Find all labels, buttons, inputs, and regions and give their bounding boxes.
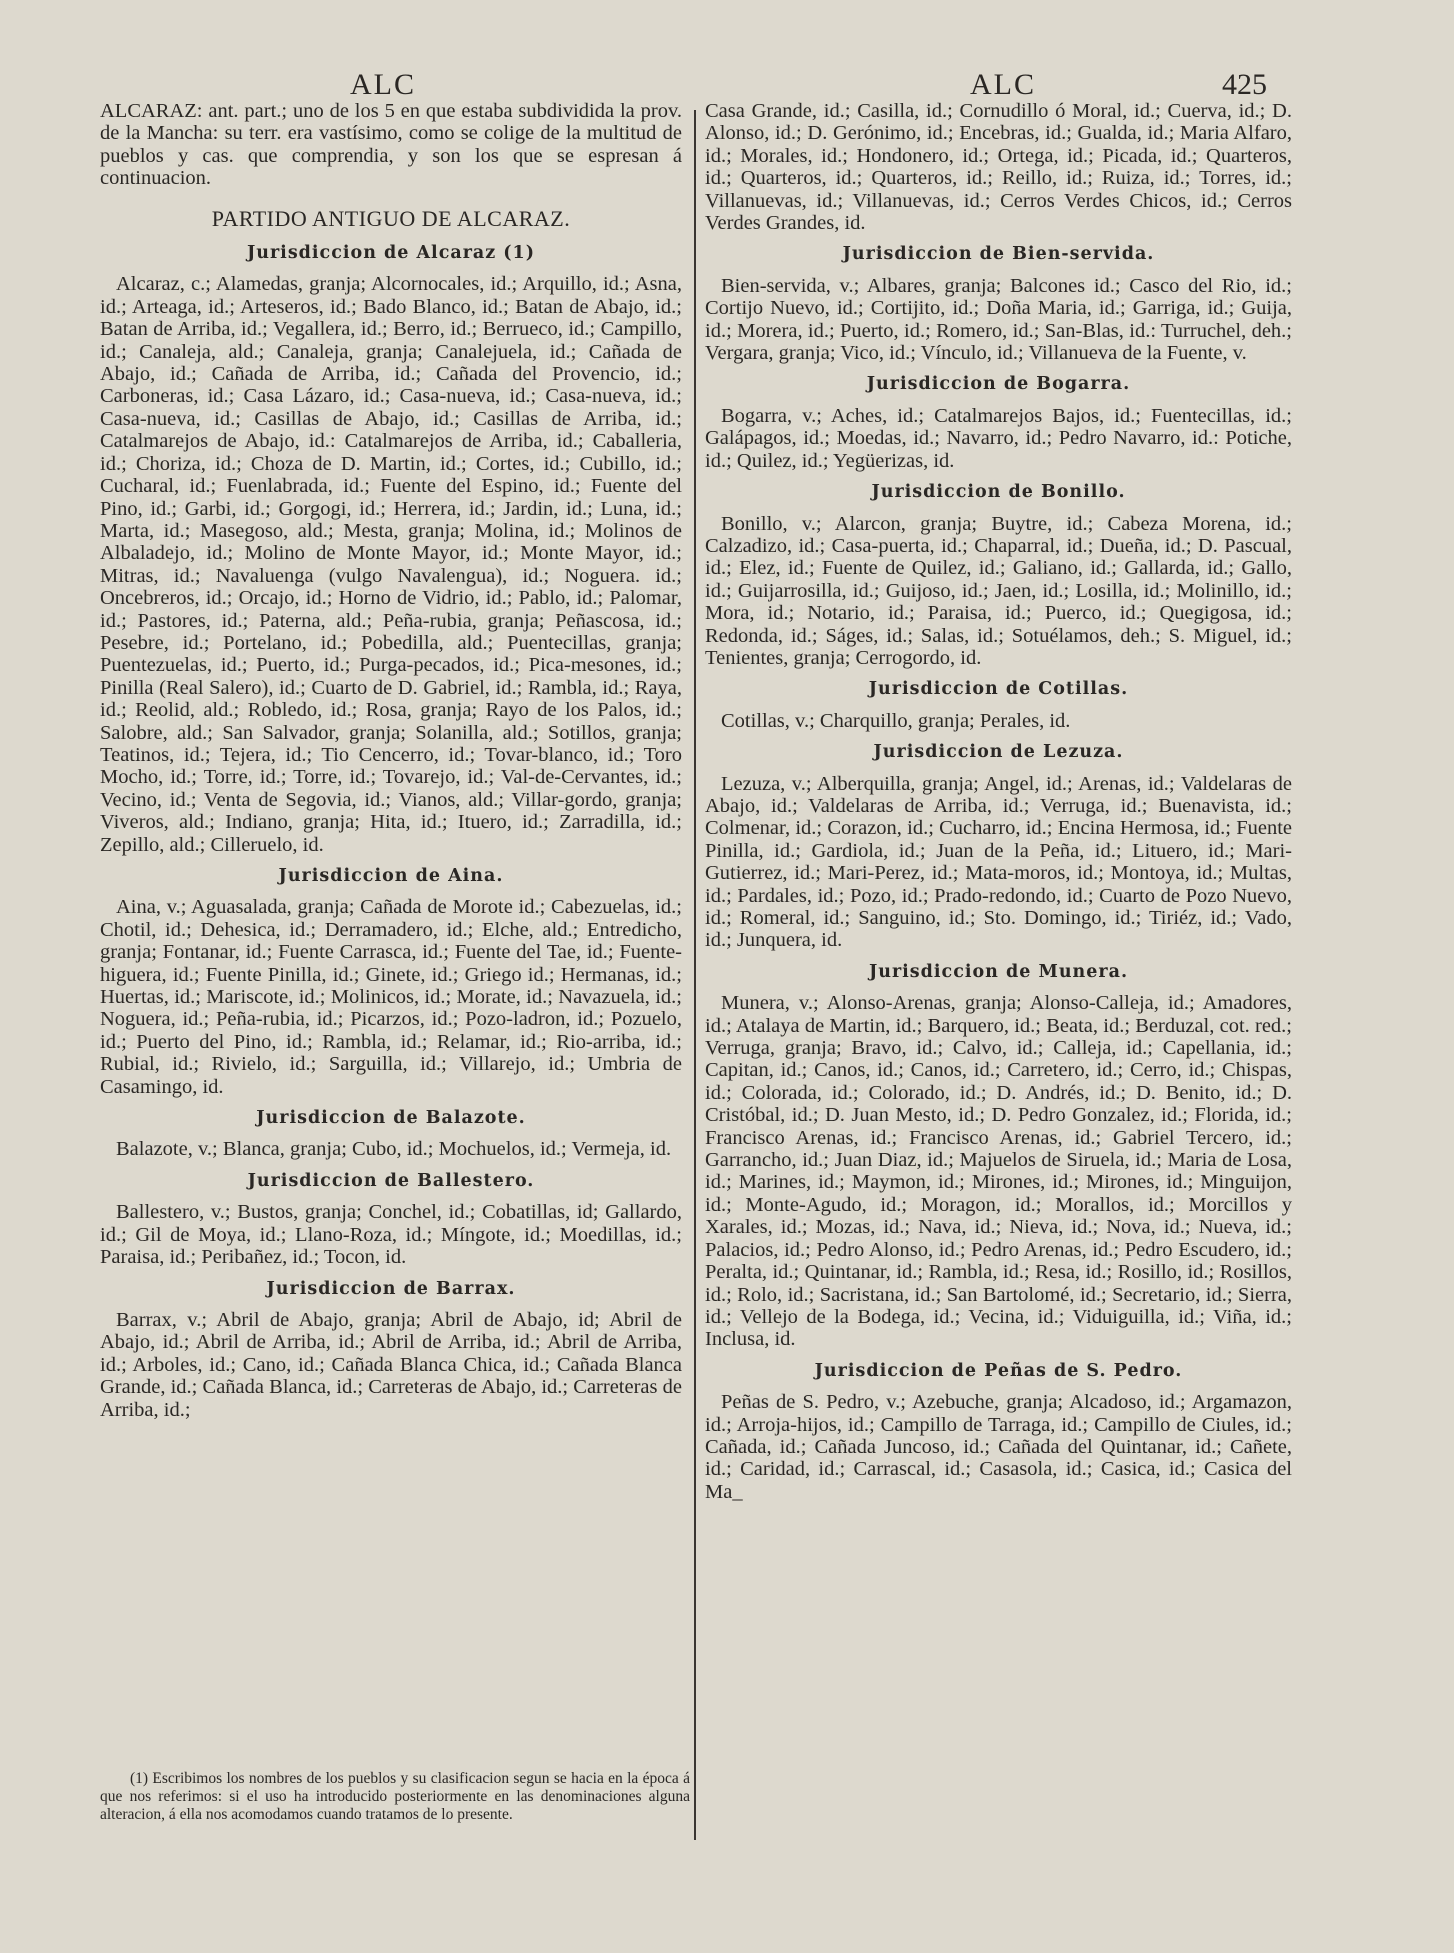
jurisdiction-text: Balazote, v.; Blanca, granja; Cubo, id.; Mochuelos, id.; Vermeja, id.: [116, 1138, 672, 1161]
right-column: [705, 100, 1292, 1511]
jurisdiction-text: Cotillas, v.; Charquillo, granja; Perales, id.: [721, 709, 1071, 732]
jurisdiction-heading: Jurisdiccion de Bonillo.: [871, 482, 1126, 503]
jurisdiction-heading: Jurisdiccion de Barrax.: [266, 1278, 516, 1299]
jurisdiction-heading: Jurisdiccion de Bogarra.: [866, 374, 1131, 395]
jurisdiction-text: Bonillo, v.; Alarcon, granja; Buytre, id.; Cabeza Morena, id.; Calzadizo, id.; Casa-puerta, id.; Chaparral, id.; Dueña, id.; D. Pascual, id.; Elez, id.; Fuente de Quilez, id.; Galiano, id.; Gallarda, id.; Gallo, id.; Guijarrosilla, id.; Guijoso, id.; Jaen, id.; Losilla, id.; Molinillo, id.; Mora, id.; Notario, id.; Paraisa, id.; Puerco, id.; Quegigosa, id.; Redonda, id.; Ságes, id.; Salas, id.; Sotuélamos, deh.; S. Miguel, id.; Tenientes, granja; Cerrogordo, id.: [705, 512, 1292, 669]
jurisdiction-heading: Jurisdiccion de Bien-servida.: [842, 244, 1155, 265]
jurisdiction-heading: Jurisdiccion de Aina.: [278, 866, 504, 886]
left-running-head: ALC: [350, 68, 416, 101]
continuation-paragraph: Casa Grande, id.; Casilla, id.; Cornudillo ó Moral, id.; Cuerva, id.; D. Alonso, id.; D. Gerónimo, id.; Encebras, id.; Gualda, id.; Maria Alfaro, id.; Morales, id.; Hondonero, id.; Ortega, id.; Picada, id.; Quarteros, id.; Quarteros, id.; Quarteros, id.; Reillo, id.; Ruiza, id.; Torres, id.; Villanuevas, id.; Villanuevas, id.; Cerros Verdes Chicos, id.; Cerros Verdes Grandes, id.: [705, 100, 1292, 235]
jurisdiction-heading: Jurisdiccion de Lezuza.: [873, 742, 1124, 763]
right-running-head: ALC: [970, 68, 1036, 101]
jurisdiction-heading: Jurisdiccion de Munera.: [868, 961, 1129, 982]
column-divider: [694, 110, 696, 1840]
jurisdiction-text: Bien-servida, v.; Albares, granja; Balcones id.; Casco del Rio, id.; Cortijo Nuevo, id.; Cortijito, id.; Doña Maria, id.; Garriga, id.; Guija, id.; Morera, id.; Puerto, id.; Romero, id.; San-Blas, id.: Turruchel, deh.; Vergara, granja; Vico, id.; Vínculo, id.; Villanueva de la Fuente, v.: [705, 274, 1292, 365]
page-number: 425: [1222, 68, 1267, 101]
jurisdiction-text: Bogarra, v.; Aches, id.; Catalmarejos Bajos, id.; Fuentecillas, id.; Galápagos, id.; Moedas, id.; Navarro, id.; Pedro Navarro, id.: Potiche, id.; Quilez, id.; Yegüerizas, id.: [705, 404, 1292, 472]
jurisdiction-text: Alcaraz, c.; Alamedas, granja; Alcornocales, id.; Arquillo, id.; Asna, id.; Arteaga, id.; Arteseros, id.; Bado Blanco, id.; Batan de Abajo, id.; Batan de Arriba, id.; Vegallera, id.; Berro, id.; Berrueco, id.; Campillo, id.; Canaleja, ald.; Canaleja, granja; Canalejuela, id.; Cañada de Abajo, id.; Cañada de Arriba, id.; Cañada del Provencio, id.; Carboneras, id.; Casa Lázaro, id.; Casa-nueva, id.; Casa-nueva, id.; Casa-nueva, id.; Casillas de Abajo, id.; Casillas de Arriba, id.; Catalmarejos de Abajo, id.: Catalmarejos de Arriba, id.; Caballeria, id.; Choriza, id.; Choza de D. Martin, id.; Cortes, id.; Cubillo, id.; Cucharal, id.; Fuenlabrada, id.; Fuente del Espino, id.; Fuente del Pino, id.; Garbi, id.; Gorgogi, id.; Herrera, id.; Jardin, id.; Luna, id.; Marta, id.; Masegoso, ald.; Mesta, granja; Molina, id.; Molinos de Albaladejo, id.; Molino de Monte Mayor, id.; Monte Mayor, id.; Mitras, id.; Navaluenga (vulgo Navalengua), id.; Noguera. id.; Oncebreros, id.; Orcajo, id.; Horno de Vidrio, id.; Pablo, id.; Palomar, id.; Pastores, id.; Paterna, ald.; Peña-rubia, granja; Peñascosa, id.; Pesebre, id.; Portelano, id.; Pobedilla, ald.; Puentecillas, granja; Puentezuelas, id.; Puerto, id.; Purga-pecados, id.; Pica-mesones, id.; Pinilla (Real Salero), id.; Cuarto de D. Gabriel, id.; Rambla, id.; Raya, id.; Reolid, ald.; Robledo, id.; Rosa, granja; Rayo de los Palos, id.; Salobre, ald.; San Salvador, granja; Solanilla, ald.; Sotillos, granja; Teatinos, id.; Tejera, id.; Tio Cencerro, id.; Tovar-blanco, id.; Toro Mocho, id.; Torre, id.; Torre, id.; Tovarejo, id.; Val-de-Cervantes, id.; Vecino, id.; Venta de Segovia, id.; Vianos, ald.; Villar-gordo, granja; Viveros, ald.; Indiano, granja; Hita, id.; Ituero, id.; Zarradilla, id.; Zepillo, ald.; Cilleruelo, id.: [100, 273, 682, 856]
jurisdiction-text: Lezuza, v.; Alberquilla, granja; Angel, id.; Arenas, id.; Valdelaras de Abajo, id.; Valdelaras de Arriba, id.; Verruga, id.; Buenavista, id.; Colmenar, id.; Corazon, id.; Cucharro, id.; Encina Hermosa, id.; Fuente Pinilla, id.; Gardiola, id.; Juan de la Peña, id.; Lituero, id.; Mari-Gutierrez, id.; Mari-Perez, id.; Mata-moros, id.; Montoya, id.; Multas, id.; Pardales, id.; Pozo, id.; Prado-redondo, id.; Cuarto de Pozo Nuevo, id.; Romeral, id.; Sanguino, id.; Sto. Domingo, id.; Tiriéz, id.; Vado, id.; Junquera, id.: [705, 772, 1292, 952]
left-column: [100, 100, 682, 1429]
jurisdiction-heading: Jurisdiccion de Peñas de S. Pedro.: [814, 1360, 1183, 1381]
jurisdiction-text: Aina, v.; Aguasalada, granja; Cañada de Morote id.; Cabezuelas, id.; Chotil, id.; Dehesica, id.; Derramadero, id.; Elche, ald.; Entredicho, granja; Fontanar, id.; Fuente Carrasca, id.; Fuente del Tae, id.; Fuente-higuera, id.; Fuente Pinilla, id.; Ginete, id.; Griego id.; Hermanas, id.; Huertas, id.; Mariscote, id.; Molinicos, id.; Morate, id.; Navazuela, id.; Noguera, id.; Peña-rubia, id.; Picarzos, id.; Pozo-ladron, id.; Pozuelo, id.; Puerto del Pino, id.; Rambla, id.; Relamar, id.; Rio-arriba, id.; Rubial, id.; Rivielo, id.; Sarguilla, id.; Villarejo, id.; Umbria de Casamingo, id.: [100, 896, 682, 1098]
jurisdiction-text: Ballestero, v.; Bustos, granja; Conchel, id.; Cobatillas, id; Gallardo, id.; Gil de Moya, id.; Llano-Roza, id.; Míngote, id.; Moedillas, id.; Paraisa, id.; Peribañez, id.; Tocon, id.: [100, 1201, 682, 1269]
jurisdiction-heading: Jurisdiccion de Alcaraz (1): [246, 243, 536, 264]
intro-paragraph: ALCARAZ: ant. part.; uno de los 5 en que estaba subdividida la prov. de la Mancha: su terr. era vastísimo, como se colige de la multitud de pueblos y cas. que comprendia, y son los que se espresan á continuacion.: [100, 100, 682, 190]
footnote: (1) Escribimos los nombres de los pueblos y su clasificacion segun se hacia en la época á que nos referimos: si el uso ha introducido posteriormente en las denominaciones alguna alteracion, á ella nos acomodamos cuando tratamos de lo presente.: [100, 1770, 690, 1823]
jurisdiction-text: Peñas de S. Pedro, v.; Azebuche, granja; Alcadoso, id.; Argamazon, id.; Arroja-hijos, id.; Campillo de Tarraga, id.; Campillo de Ciules, id.; Cañada, id.; Cañada Juncoso, id.; Cañada del Quintanar, id.; Cañete, id.; Caridad, id.; Carrascal, id.; Casasola, id.; Casica, id.; Casica del Ma_: [705, 1391, 1292, 1503]
jurisdiction-text: Barrax, v.; Abril de Abajo, granja; Abril de Abajo, id; Abril de Abajo, id.; Abril de Arriba, id.; Abril de Arriba, id.; Abril de Arriba, id.; Arboles, id.; Cano, id.; Cañada Blanca Chica, id.; Cañada Blanca Grande, id.; Cañada Blanca, id.; Carreteras de Abajo, id.; Carreteras de Arriba, id.;: [100, 1308, 682, 1421]
jurisdiction-heading: Jurisdiccion de Balazote.: [256, 1108, 526, 1129]
jurisdiction-heading: Jurisdiccion de Cotillas.: [868, 679, 1129, 700]
jurisdiction-heading: Jurisdiccion de Ballestero.: [247, 1170, 535, 1191]
jurisdiction-text: Munera, v.; Alonso-Arenas, granja; Alonso-Calleja, id.; Amadores, id.; Atalaya de Martin, id.; Barquero, id.; Beata, id.; Berduzal, cot. red.; Verruga, granja; Bravo, id.; Calvo, id.; Calleja, id.; Capellania, id.; Capitan, id.; Canos, id.; Canos, id.; Carretero, id.; Cerro, id.; Chispas, id.; Colorada, id.; Colorado, id.; D. Andrés, id.; D. Benito, id.; D. Cristóbal, id.; D. Juan Mesto, id.; D. Pedro Gonzalez, id.; Florida, id.; Francisco Arenas, id.; Francisco Arenas, id.; Gabriel Tercero, id.; Garrancho, id.; Juan Diaz, id.; Majuelos de Siruela, id.; Maria de Losa, id.; Marines, id.; Maymon, id.; Mirones, id.; Mirones, id.; Minguijon, id.; Monte-Agudo, id.; Moragon, id.; Morallos, id.; Morcillos y Xarales, id.; Mozas, id.; Nava, id.; Nieva, id.; Nova, id.; Nueva, id.; Palacios, id.; Pedro Alonso, id.; Pedro Arenas, id.; Pedro Escudero, id.; Peralta, id.; Quintanar, id.; Rambla, id.; Resa, id.; Rosillo, id.; Rosillos, id.; Rolo, id.; Sacristana, id.; San Bartolomé, id.; Secretario, id.; Sierra, id.; Vellejo de la Bodega, id.; Vecina, id.; Viduiguilla, id.; Viña, id.; Inclusa, id.: [705, 992, 1292, 1351]
section-title: PARTIDO ANTIGUO DE ALCARAZ.: [211, 205, 571, 231]
